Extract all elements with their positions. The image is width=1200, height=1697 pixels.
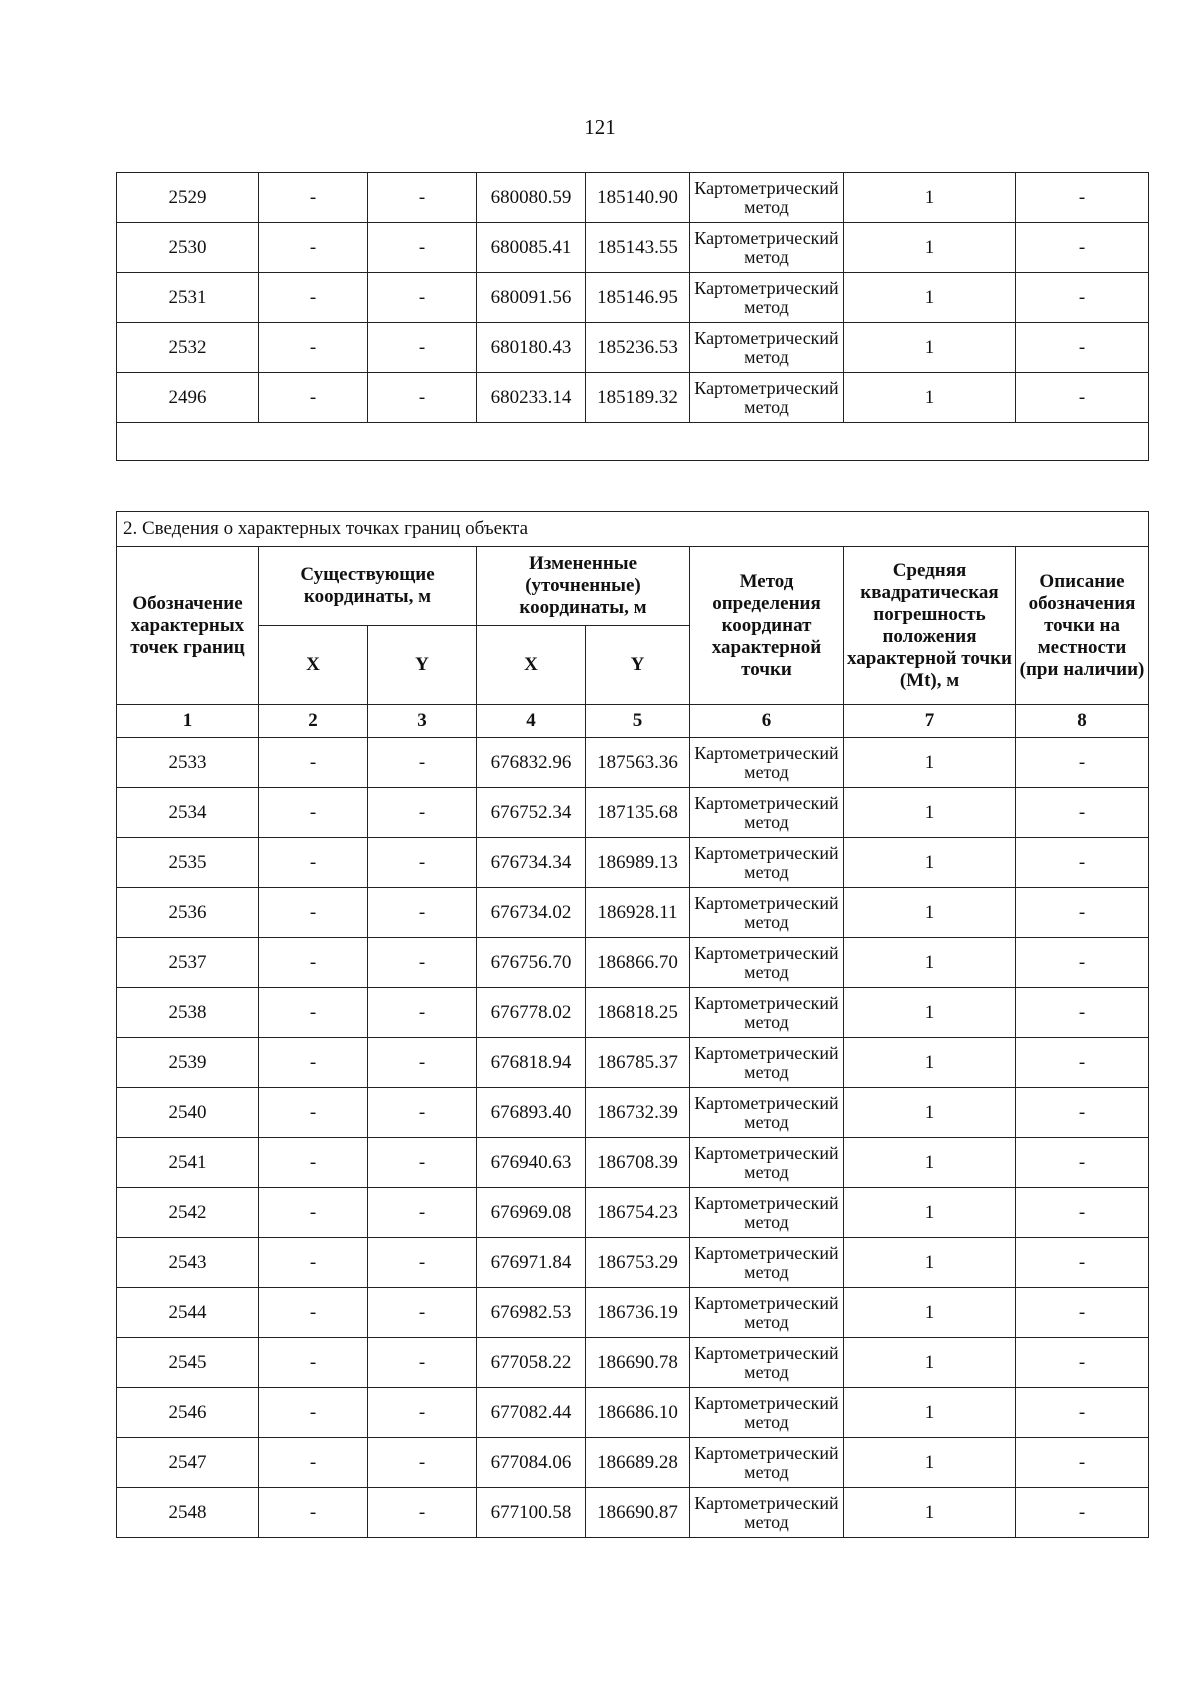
description-cell: - <box>1016 1038 1149 1088</box>
mt-cell: 1 <box>844 738 1016 788</box>
existing-x-cell: - <box>259 1188 368 1238</box>
existing-y-cell: - <box>368 788 477 838</box>
changed-x-cell: 676734.02 <box>477 888 586 938</box>
existing-y-cell: - <box>368 273 477 323</box>
table-row <box>117 1088 1149 1138</box>
changed-x-cell: 680180.43 <box>477 323 586 373</box>
existing-x-cell: - <box>259 1438 368 1488</box>
changed-x-cell: 680080.59 <box>477 173 586 223</box>
column-number: 4 <box>477 705 586 738</box>
existing-x-cell: - <box>259 788 368 838</box>
changed-y-cell: 185143.55 <box>586 223 690 273</box>
existing-y-cell: - <box>368 938 477 988</box>
point-id-cell: 2539 <box>117 1038 259 1088</box>
empty-row <box>117 423 1149 461</box>
existing-y-cell: - <box>368 738 477 788</box>
header-existing-coords: Существующие координаты, м <box>259 547 477 626</box>
point-id-cell: 2542 <box>117 1188 259 1238</box>
description-cell: - <box>1016 323 1149 373</box>
point-id-cell: 2545 <box>117 1338 259 1388</box>
changed-y-cell: 186732.39 <box>586 1088 690 1138</box>
description-cell: - <box>1016 988 1149 1038</box>
existing-y-cell: - <box>368 1288 477 1338</box>
table-row <box>117 1288 1149 1338</box>
existing-x-cell: - <box>259 1138 368 1188</box>
mt-cell: 1 <box>844 1338 1016 1388</box>
existing-y-cell: - <box>368 1488 477 1538</box>
existing-y-cell: - <box>368 1088 477 1138</box>
existing-y-cell: - <box>368 1038 477 1088</box>
description-cell: - <box>1016 1188 1149 1238</box>
table-row <box>117 173 1149 223</box>
description-cell: - <box>1016 1438 1149 1488</box>
header-description: Описание обозначения точки на местности (при наличии) <box>1016 547 1149 705</box>
table-row <box>117 1188 1149 1238</box>
existing-y-cell: - <box>368 888 477 938</box>
method-cell: Картометрический метод <box>690 938 844 988</box>
existing-x-cell: - <box>259 323 368 373</box>
column-number: 6 <box>690 705 844 738</box>
existing-x-cell: - <box>259 1038 368 1088</box>
description-cell: - <box>1016 838 1149 888</box>
changed-y-cell: 185146.95 <box>586 273 690 323</box>
method-cell: Картометрический метод <box>690 173 844 223</box>
empty-cell <box>117 423 1149 461</box>
existing-x-cell: - <box>259 1238 368 1288</box>
header-changed-x: X <box>477 626 586 705</box>
header-changed-y: Y <box>586 626 690 705</box>
mt-cell: 1 <box>844 373 1016 423</box>
column-number: 3 <box>368 705 477 738</box>
mt-cell: 1 <box>844 988 1016 1038</box>
header-method: Метод определения координат характерной точки <box>690 547 844 705</box>
table-row <box>117 838 1149 888</box>
changed-y-cell: 186686.10 <box>586 1388 690 1438</box>
changed-x-cell: 676969.08 <box>477 1188 586 1238</box>
mt-cell: 1 <box>844 888 1016 938</box>
changed-y-cell: 186690.78 <box>586 1338 690 1388</box>
table-row <box>117 1238 1149 1288</box>
changed-y-cell: 186736.19 <box>586 1288 690 1338</box>
method-cell: Картометрический метод <box>690 373 844 423</box>
mt-cell: 1 <box>844 173 1016 223</box>
table-row <box>117 1438 1149 1488</box>
description-cell: - <box>1016 1088 1149 1138</box>
existing-x-cell: - <box>259 173 368 223</box>
mt-cell: 1 <box>844 938 1016 988</box>
mt-cell: 1 <box>844 1238 1016 1288</box>
mt-cell: 1 <box>844 1138 1016 1188</box>
point-id-cell: 2529 <box>117 173 259 223</box>
changed-y-cell: 186754.23 <box>586 1188 690 1238</box>
mt-cell: 1 <box>844 223 1016 273</box>
changed-y-cell: 186708.39 <box>586 1138 690 1188</box>
mt-cell: 1 <box>844 838 1016 888</box>
description-cell: - <box>1016 738 1149 788</box>
column-number: 2 <box>259 705 368 738</box>
point-id-cell: 2548 <box>117 1488 259 1538</box>
method-cell: Картометрический метод <box>690 1438 844 1488</box>
existing-y-cell: - <box>368 1388 477 1438</box>
point-id-cell: 2532 <box>117 323 259 373</box>
mt-cell: 1 <box>844 273 1016 323</box>
existing-x-cell: - <box>259 938 368 988</box>
changed-x-cell: 676893.40 <box>477 1088 586 1138</box>
description-cell: - <box>1016 1238 1149 1288</box>
changed-x-cell: 677058.22 <box>477 1338 586 1388</box>
header-existing-y: Y <box>368 626 477 705</box>
mt-cell: 1 <box>844 1038 1016 1088</box>
changed-y-cell: 186753.29 <box>586 1238 690 1288</box>
changed-x-cell: 680085.41 <box>477 223 586 273</box>
existing-y-cell: - <box>368 373 477 423</box>
method-cell: Картометрический метод <box>690 1388 844 1438</box>
existing-x-cell: - <box>259 988 368 1038</box>
point-id-cell: 2547 <box>117 1438 259 1488</box>
existing-y-cell: - <box>368 988 477 1038</box>
table-row <box>117 1388 1149 1438</box>
table-row <box>117 988 1149 1038</box>
existing-x-cell: - <box>259 1338 368 1388</box>
changed-y-cell: 186866.70 <box>586 938 690 988</box>
mt-cell: 1 <box>844 1488 1016 1538</box>
point-id-cell: 2533 <box>117 738 259 788</box>
existing-y-cell: - <box>368 1238 477 1288</box>
existing-y-cell: - <box>368 173 477 223</box>
point-id-cell: 2538 <box>117 988 259 1038</box>
method-cell: Картометрический метод <box>690 273 844 323</box>
changed-x-cell: 676778.02 <box>477 988 586 1038</box>
table-row <box>117 788 1149 838</box>
table-row <box>117 888 1149 938</box>
point-id-cell: 2544 <box>117 1288 259 1338</box>
mt-cell: 1 <box>844 1288 1016 1338</box>
description-cell: - <box>1016 1338 1149 1388</box>
changed-y-cell: 186989.13 <box>586 838 690 888</box>
existing-x-cell: - <box>259 1488 368 1538</box>
changed-x-cell: 676971.84 <box>477 1238 586 1288</box>
existing-y-cell: - <box>368 1338 477 1388</box>
method-cell: Картометрический метод <box>690 1488 844 1538</box>
description-cell: - <box>1016 888 1149 938</box>
description-cell: - <box>1016 1388 1149 1438</box>
method-cell: Картометрический метод <box>690 988 844 1038</box>
description-cell: - <box>1016 173 1149 223</box>
boundary-points-table <box>116 511 1149 1538</box>
method-cell: Картометрический метод <box>690 323 844 373</box>
changed-y-cell: 186785.37 <box>586 1038 690 1088</box>
existing-x-cell: - <box>259 1288 368 1338</box>
method-cell: Картометрический метод <box>690 1188 844 1238</box>
column-number: 1 <box>117 705 259 738</box>
mt-cell: 1 <box>844 1438 1016 1488</box>
changed-x-cell: 676832.96 <box>477 738 586 788</box>
changed-x-cell: 677084.06 <box>477 1438 586 1488</box>
changed-y-cell: 187563.36 <box>586 738 690 788</box>
point-id-cell: 2541 <box>117 1138 259 1188</box>
existing-x-cell: - <box>259 838 368 888</box>
header-changed-coords: Измененные (уточненные) координаты, м <box>477 547 690 626</box>
existing-x-cell: - <box>259 1088 368 1138</box>
method-cell: Картометрический метод <box>690 838 844 888</box>
existing-y-cell: - <box>368 1138 477 1188</box>
existing-x-cell: - <box>259 1388 368 1438</box>
point-id-cell: 2540 <box>117 1088 259 1138</box>
existing-y-cell: - <box>368 838 477 888</box>
method-cell: Картометрический метод <box>690 738 844 788</box>
existing-y-cell: - <box>368 1188 477 1238</box>
point-id-cell: 2531 <box>117 273 259 323</box>
table-row <box>117 1038 1149 1088</box>
point-id-cell: 2535 <box>117 838 259 888</box>
point-id-cell: 2537 <box>117 938 259 988</box>
method-cell: Картометрический метод <box>690 1338 844 1388</box>
table-row <box>117 373 1149 423</box>
table-row <box>117 1338 1149 1388</box>
description-cell: - <box>1016 1138 1149 1188</box>
description-cell: - <box>1016 938 1149 988</box>
header-existing-x: X <box>259 626 368 705</box>
coordinates-table-continued <box>116 172 1149 461</box>
existing-x-cell: - <box>259 273 368 323</box>
changed-x-cell: 676752.34 <box>477 788 586 838</box>
column-number: 7 <box>844 705 1016 738</box>
mt-cell: 1 <box>844 1088 1016 1138</box>
point-id-cell: 2546 <box>117 1388 259 1438</box>
existing-y-cell: - <box>368 323 477 373</box>
changed-y-cell: 185189.32 <box>586 373 690 423</box>
changed-x-cell: 676982.53 <box>477 1288 586 1338</box>
method-cell: Картометрический метод <box>690 1288 844 1338</box>
changed-y-cell: 186690.87 <box>586 1488 690 1538</box>
table-row <box>117 1138 1149 1188</box>
header-mt: Средняя квадратическая погрешность положения характерной точки (Mt), м <box>844 547 1016 705</box>
point-id-cell: 2496 <box>117 373 259 423</box>
existing-x-cell: - <box>259 888 368 938</box>
changed-x-cell: 677082.44 <box>477 1388 586 1438</box>
point-id-cell: 2543 <box>117 1238 259 1288</box>
existing-x-cell: - <box>259 738 368 788</box>
description-cell: - <box>1016 1488 1149 1538</box>
column-number: 5 <box>586 705 690 738</box>
table-row <box>117 273 1149 323</box>
changed-x-cell: 677100.58 <box>477 1488 586 1538</box>
mt-cell: 1 <box>844 1388 1016 1438</box>
method-cell: Картометрический метод <box>690 1038 844 1088</box>
existing-x-cell: - <box>259 373 368 423</box>
method-cell: Картометрический метод <box>690 788 844 838</box>
description-cell: - <box>1016 373 1149 423</box>
description-cell: - <box>1016 223 1149 273</box>
existing-y-cell: - <box>368 223 477 273</box>
changed-y-cell: 186928.11 <box>586 888 690 938</box>
changed-y-cell: 187135.68 <box>586 788 690 838</box>
header-designation: Обозначение характерных точек границ <box>117 547 259 705</box>
changed-x-cell: 676818.94 <box>477 1038 586 1088</box>
description-cell: - <box>1016 1288 1149 1338</box>
point-id-cell: 2536 <box>117 888 259 938</box>
method-cell: Картометрический метод <box>690 1138 844 1188</box>
changed-y-cell: 186689.28 <box>586 1438 690 1488</box>
method-cell: Картометрический метод <box>690 223 844 273</box>
changed-x-cell: 676756.70 <box>477 938 586 988</box>
changed-x-cell: 676734.34 <box>477 838 586 888</box>
changed-y-cell: 185236.53 <box>586 323 690 373</box>
method-cell: Картометрический метод <box>690 1088 844 1138</box>
point-id-cell: 2534 <box>117 788 259 838</box>
point-id-cell: 2530 <box>117 223 259 273</box>
changed-y-cell: 185140.90 <box>586 173 690 223</box>
mt-cell: 1 <box>844 788 1016 838</box>
existing-y-cell: - <box>368 1438 477 1488</box>
table-row <box>117 223 1149 273</box>
mt-cell: 1 <box>844 323 1016 373</box>
table-row <box>117 323 1149 373</box>
section-title: 2. Сведения о характерных точках границ объекта <box>117 512 1149 547</box>
changed-x-cell: 680233.14 <box>477 373 586 423</box>
table-row <box>117 1488 1149 1538</box>
table-row <box>117 938 1149 988</box>
page-number: 121 <box>584 115 616 139</box>
changed-x-cell: 676940.63 <box>477 1138 586 1188</box>
method-cell: Картометрический метод <box>690 888 844 938</box>
existing-x-cell: - <box>259 223 368 273</box>
table-row <box>117 738 1149 788</box>
method-cell: Картометрический метод <box>690 1238 844 1288</box>
mt-cell: 1 <box>844 1188 1016 1238</box>
description-cell: - <box>1016 273 1149 323</box>
column-number: 8 <box>1016 705 1149 738</box>
description-cell: - <box>1016 788 1149 838</box>
changed-y-cell: 186818.25 <box>586 988 690 1038</box>
changed-x-cell: 680091.56 <box>477 273 586 323</box>
